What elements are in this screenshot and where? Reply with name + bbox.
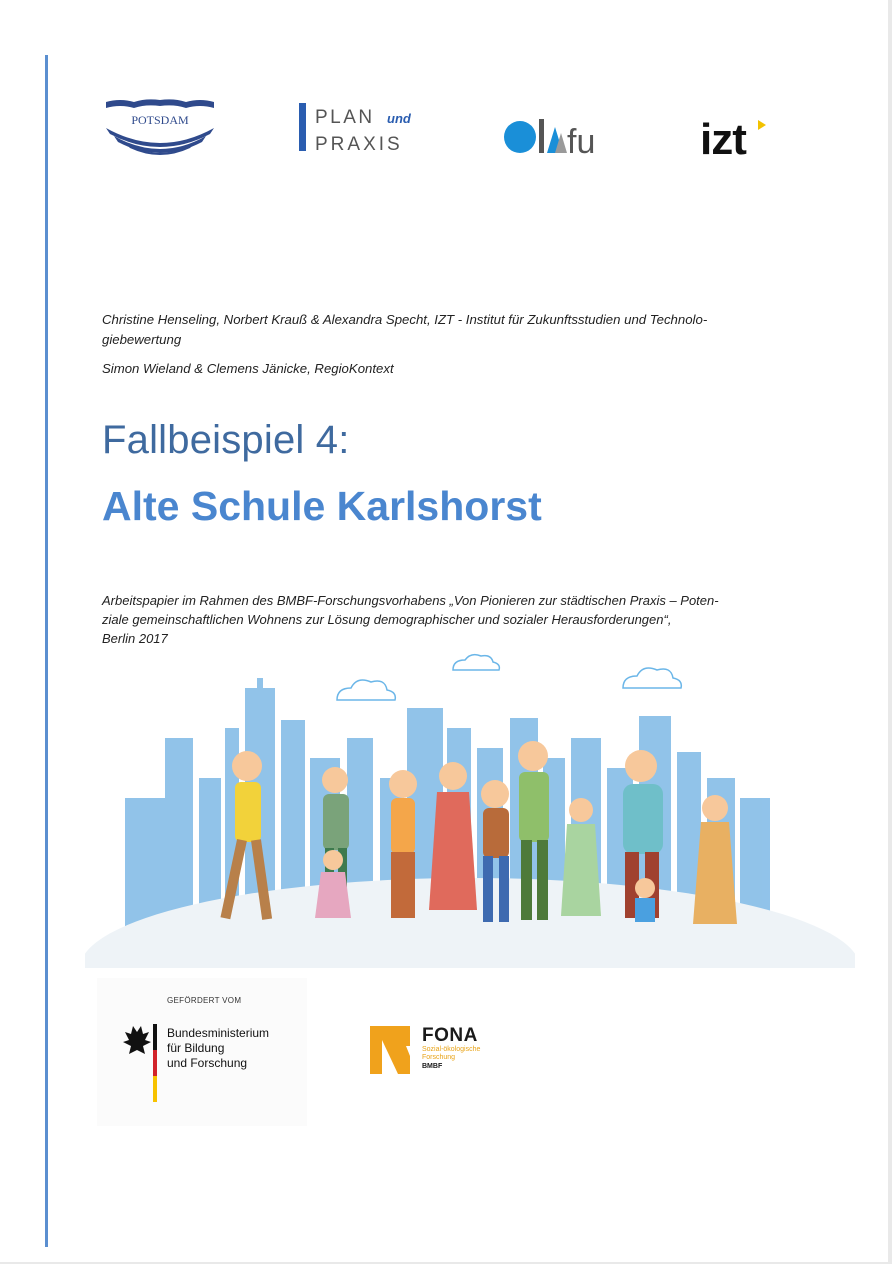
bmbf-line-2: für Bildung: [167, 1041, 225, 1055]
title-line-2: Alte Schule Karlshorst: [102, 483, 542, 529]
title-line-1: Fallbeispiel 4:: [102, 418, 350, 462]
fona-logo: [370, 1026, 416, 1081]
plan-text: PLAN: [315, 107, 375, 128]
izt-logo: [700, 110, 770, 165]
fona-bmbf: BMBF: [422, 1063, 443, 1070]
und-text: und: [387, 111, 411, 126]
fona-sub-2: Forschung: [422, 1054, 456, 1061]
bmbf-logo: [97, 978, 307, 1126]
izt-logo-text: izt: [700, 115, 746, 160]
fona-title: FONA: [422, 1025, 478, 1046]
gefoerdert-label: GEFÖRDERT VOM: [167, 996, 242, 1005]
plan-und-praxis-logo: [299, 103, 429, 160]
bmbf-line-1: Bundesministerium: [167, 1026, 270, 1040]
cloud-icon: [337, 680, 395, 700]
abstract-line-2: ziale gemeinschaftlichen Wohnens zur Lösung demographischer und sozialer Herausforderungen“,: [102, 612, 672, 627]
abstract-block: [102, 591, 812, 648]
difu-logo: [503, 113, 613, 162]
fona-text-block: [422, 1026, 480, 1072]
cloud-icon: [453, 655, 499, 670]
abstract-line-1: Arbeitspapier im Rahmen des BMBF-Forschungsvorhabens „Von Pionieren zur städtischen Praxis – Poten-: [102, 593, 719, 608]
difu-logo-text: fu: [567, 123, 596, 157]
authors-line-2: Simon Wieland & Clemens Jänicke, RegioKontext: [102, 361, 394, 376]
authors-line-1: Christine Henseling, Norbert Krauß & Alexandra Specht, IZT - Institut für Zukunftsstudien und Technolo-: [102, 312, 708, 327]
praxis-text: PRAXIS: [315, 134, 403, 155]
federal-eagle-icon: [119, 1024, 159, 1104]
authors-block: [102, 310, 802, 388]
family-city-illustration: [85, 648, 855, 973]
margin-accent-line: [45, 55, 48, 1247]
potsdam-logo: [100, 96, 220, 163]
fona-mark-icon: [370, 1026, 416, 1076]
bmbf-name: [167, 1026, 269, 1071]
abstract-line-3: Berlin 2017: [102, 631, 168, 646]
bmbf-line-3: und Forschung: [167, 1056, 248, 1070]
cloud-icon: [623, 668, 681, 688]
fona-sub-1: Sozial-ökologische: [422, 1046, 481, 1053]
potsdam-logo-text: POTSDAM: [131, 113, 189, 127]
authors-line-1b: giebewertung: [102, 332, 182, 347]
